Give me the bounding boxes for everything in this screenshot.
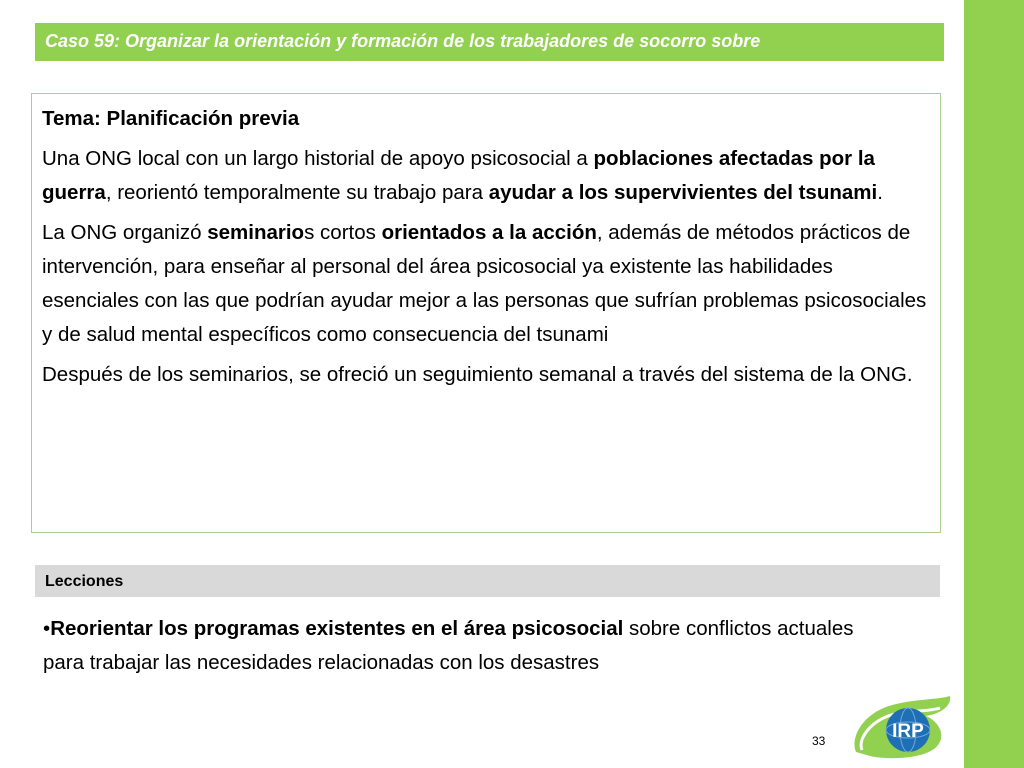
paragraph-1-text-b: , reorientó temporalmente su trabajo para [105,181,489,204]
paragraph-2-bold-a: seminario [207,221,305,244]
paragraph-2-bold-b: orientados a la acción [381,221,597,244]
lessons-header [35,565,940,597]
bullet: • [43,617,51,640]
topic-heading: Tema: Planificación previa [42,107,300,130]
irp-logo [848,694,958,760]
lesson-rest-text: sobre conflictos actuales para trabajar las necesidades relacionadas con los desastres [43,617,854,674]
case-paragraph-2 [42,216,930,352]
paragraph-2-text-a: La ONG organizó [42,221,208,244]
case-description-box [31,93,941,533]
right-accent-bar [964,0,1024,768]
slide-title: Caso 59: Organizar la orientación y formación de los trabajadores de socorro sobre [45,31,761,51]
paragraph-2-text-c: , además de métodos prácticos de intervención, para enseñar al personal del área psicosocial ya existente las habilidades esenciales con las que podrían ayudar mejor a las personas que sufrían problemas psicosociales y de salud mental específicos como consecuencia del tsunami [42,221,927,346]
slide-title-bar [35,23,944,61]
case-paragraph-3: Después de los seminarios, se ofreció un seguimiento semanal a través del sistema de la ONG. [42,363,913,386]
case-paragraph-1 [42,142,930,210]
lessons-heading: Lecciones [45,573,124,590]
paragraph-1-text-a: Una ONG local con un largo historial de apoyo psicosocial a [42,147,594,170]
paragraph-1-text-c: . [877,181,883,204]
paragraph-1-bold-b: ayudar a los supervivientes del tsunami [488,181,878,204]
lesson-item [43,612,863,680]
paragraph-2-text-b: s cortos [304,221,382,244]
page-number: 33 [812,734,826,748]
lesson-bold-text: Reorientar los programas existentes en el área psicosocial [50,617,624,640]
paragraph-1-bold-a: poblaciones afectadas por la guerra [42,147,875,204]
logo-text: IRP [892,721,924,742]
